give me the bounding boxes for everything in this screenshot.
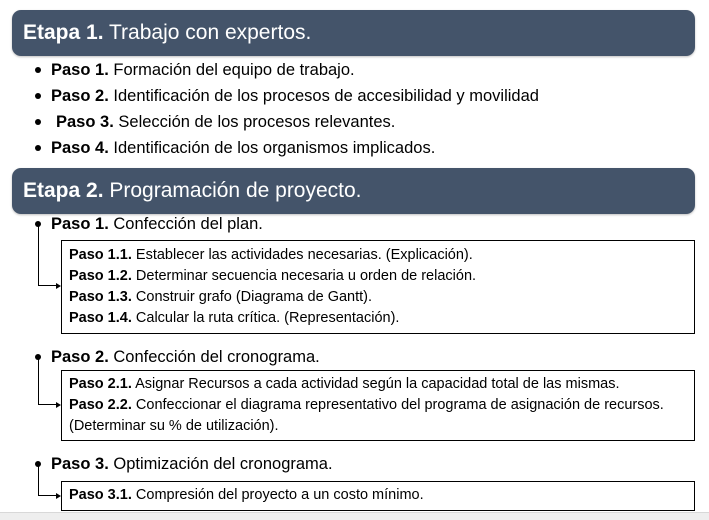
step-text: Confección del plan. bbox=[108, 215, 263, 233]
step-text: Optimización del cronograma. bbox=[108, 455, 333, 473]
connector-line bbox=[38, 357, 39, 405]
substep-label: Paso 2.2. bbox=[69, 397, 132, 413]
substep-text: Asignar Recursos a cada actividad según la capacidad total de las mismas. bbox=[131, 376, 620, 392]
step-label: Paso 1. bbox=[51, 61, 109, 79]
bullet-icon bbox=[35, 145, 41, 151]
step-label: Paso 2. bbox=[51, 348, 109, 366]
substep-label: Paso 1.4. bbox=[69, 310, 132, 326]
step-text: Formación del equipo de trabajo. bbox=[108, 61, 355, 79]
step-label: Paso 1. bbox=[51, 215, 109, 233]
step-label: Paso 3. bbox=[56, 113, 114, 131]
substep-label: Paso 1.1. bbox=[69, 247, 132, 263]
substep-text: Determinar secuencia necesaria u orden de relación. bbox=[131, 268, 477, 284]
substep-1-1 bbox=[69, 245, 687, 266]
stage-2-header bbox=[12, 168, 695, 214]
stage-1-header bbox=[12, 10, 695, 56]
connector-line bbox=[38, 464, 39, 496]
step-text: Identificación de los organismos implicados. bbox=[108, 139, 436, 157]
substep-1-4 bbox=[69, 308, 687, 329]
stage-1-step-2 bbox=[51, 86, 539, 106]
substep-text: Compresión del proyecto a un costo mínimo. bbox=[131, 487, 424, 503]
step-text: Identificación de los procesos de accesibilidad y movilidad bbox=[108, 87, 539, 105]
substep-2-1 bbox=[69, 374, 687, 395]
bullet-icon bbox=[35, 93, 41, 99]
substep-2-2 bbox=[69, 395, 687, 437]
bullet-icon bbox=[35, 67, 41, 73]
step-text: Selección de los procesos relevantes. bbox=[113, 113, 396, 131]
stage-1-title: Trabajo con expertos. bbox=[103, 21, 312, 44]
substeps-box-3 bbox=[61, 481, 695, 511]
substeps-box-2 bbox=[61, 370, 695, 441]
stage-1-step-4 bbox=[51, 138, 435, 158]
substeps-box-1 bbox=[61, 240, 695, 334]
substep-3-1 bbox=[69, 485, 687, 506]
connector-line bbox=[38, 285, 57, 286]
stage-1-step-3 bbox=[56, 112, 395, 132]
connector-line bbox=[38, 495, 57, 496]
connector-line bbox=[38, 404, 57, 405]
stage-2-label: Etapa 2. bbox=[23, 179, 104, 202]
substep-1-2 bbox=[69, 266, 687, 287]
step-label: Paso 3. bbox=[51, 455, 109, 473]
stage-2-step-3 bbox=[51, 454, 333, 474]
substep-text: Calcular la ruta crítica. (Representación). bbox=[131, 310, 400, 326]
substep-text: Establecer las actividades necesarias. (Explicación). bbox=[131, 247, 473, 263]
bullet-icon bbox=[35, 119, 41, 125]
step-label: Paso 2. bbox=[51, 87, 109, 105]
stage-2-step-1 bbox=[51, 214, 263, 234]
stage-2-step-2 bbox=[51, 347, 320, 367]
substep-label: Paso 3.1. bbox=[69, 487, 132, 503]
substep-label: Paso 1.3. bbox=[69, 289, 132, 305]
step-text: Confección del cronograma. bbox=[108, 348, 320, 366]
stage-2-title: Programación de proyecto. bbox=[103, 179, 362, 202]
substep-text: Construir grafo (Diagrama de Gantt). bbox=[131, 289, 373, 305]
connector-line bbox=[38, 224, 39, 286]
substep-text: Confeccionar el diagrama representativo del programa de asignación de recursos. (Determinar su % de utilización). bbox=[69, 397, 664, 434]
substep-1-3 bbox=[69, 287, 687, 308]
substep-label: Paso 2.1. bbox=[69, 376, 132, 392]
substep-label: Paso 1.2. bbox=[69, 268, 132, 284]
stage-1-step-1 bbox=[51, 60, 355, 80]
stage-1-label: Etapa 1. bbox=[23, 21, 104, 44]
step-label: Paso 4. bbox=[51, 139, 109, 157]
